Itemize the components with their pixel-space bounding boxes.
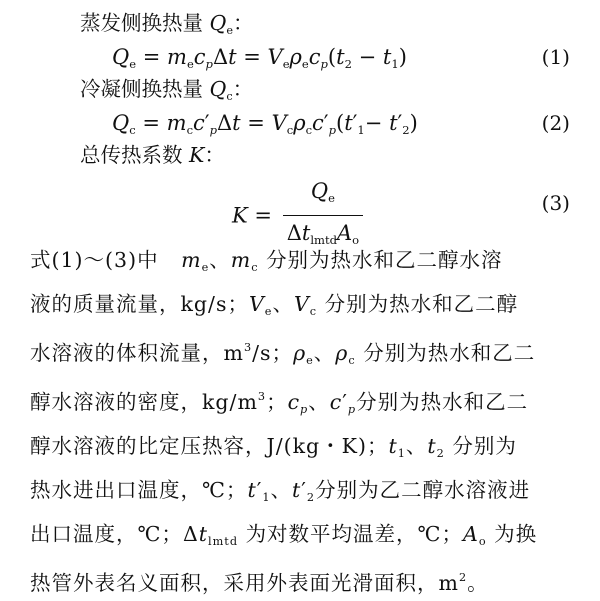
- equation-3: [0, 174, 600, 248]
- paragraph-line-7: 出口温度，℃；$\Delta t_{lmtd}$ 为对数平均温差，℃；$A_o$ 为换: [30, 521, 538, 548]
- heading-evaporator-text: 蒸发侧换热量: [80, 11, 203, 35]
- paragraph-line-2: 液的质量流量，kg/s；$V_e$、$V_c$ 分别为热水和乙二醇: [30, 291, 519, 318]
- equation-3-number: (3): [541, 191, 570, 215]
- paragraph-line-6: 热水进出口温度，℃；$t'_1$、$t'_2$分别为乙二醇水溶液进: [30, 477, 531, 504]
- equation-2-body: $Q_c = m_cc'_p\Delta t = V_c\rho_cc'_p(t'_1- t'_2)$: [112, 111, 418, 138]
- paragraph-line-5: 醇水溶液的比定压热容，J/(kg・K)；$t_1$、$t_2$ 分别为: [30, 433, 517, 460]
- heading-evaporator-heat: 蒸发侧换热量 $Q_e$：: [80, 11, 254, 37]
- symbol-definitions-paragraph: [30, 242, 570, 601]
- heading-condenser-text: 冷凝侧换热量: [80, 77, 203, 101]
- equation-2-number: (2): [541, 111, 570, 135]
- equation-1-number: (1): [541, 45, 570, 69]
- heading-overall-coefficient: 总传热系数 K：: [80, 143, 225, 167]
- equation-2: [0, 108, 600, 142]
- equation-3-fraction: $\frac{Q_e}{\Delta t_{lmtd}A_o}$: [283, 176, 363, 255]
- paragraph-line-3: 水溶液的体积流量，$m^3/s$；$\rho_e$、$\rho_c$ 分别为热水和乙二: [30, 340, 536, 367]
- paragraph-line-4: 醇水溶液的密度，$kg/m^3$；$c_p$、$c'_p$分别为热水和乙二: [30, 389, 529, 416]
- heading-overall-text: 总传热系数: [80, 143, 183, 167]
- equation-1: [0, 42, 600, 76]
- paragraph-line-1: 式(1)～(3)中 $m_e$、$m_c$ 分别为热水和乙二醇水溶: [30, 248, 503, 274]
- paragraph-line-8: 热管外表名义面积，采用外表面光滑面积，$m^2$。: [30, 570, 489, 595]
- equation-1-body: $Q_e = m_ec_p\Delta t = V_e\rho_ec_p(t_2 - t_1)$: [112, 45, 407, 72]
- heading-condenser-heat: 冷凝侧换热量 $Q_c$：: [80, 77, 254, 103]
- equation-3-body: K = $\frac{Q_e}{\Delta t_{lmtd}A_o}$: [232, 176, 363, 255]
